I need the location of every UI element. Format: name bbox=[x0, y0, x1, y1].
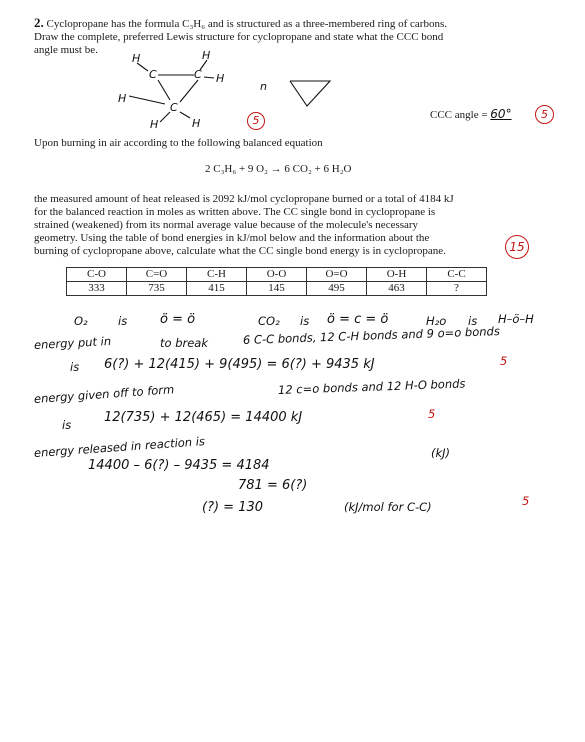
lewis-atom-h4: H bbox=[118, 92, 127, 105]
work-is-4: is bbox=[70, 360, 80, 374]
work-o2-structure: ö = ö bbox=[160, 312, 196, 327]
paragraph-line-2: for the balanced reaction in moles as written above. The CC single bond in cyclopropane is bbox=[34, 206, 436, 218]
work-h2o: H₂o bbox=[426, 314, 447, 328]
work-energy-put-in: energy put in bbox=[33, 333, 112, 352]
lewis-atom-c1: C bbox=[149, 68, 157, 81]
problem-paragraph bbox=[34, 193, 554, 258]
table-value-cell: 463 bbox=[367, 282, 427, 296]
question-number: 2. bbox=[34, 15, 44, 30]
question-intro: Cyclopropane has the formula C₃H₆ and is structured as a three-membered ring of carbons. bbox=[46, 18, 447, 30]
work-energy-in-expression: 6(?) + 12(415) + 9(495) = 6(?) + 9435 kJ bbox=[104, 357, 375, 372]
table-value-row bbox=[67, 282, 487, 296]
lewis-atom-c2: C bbox=[194, 68, 202, 81]
work-h2o-structure: H–ö–H bbox=[498, 312, 534, 326]
work-co2: CO₂ bbox=[258, 314, 280, 328]
lewis-atom-c3: C bbox=[170, 101, 178, 114]
work-is-5: is bbox=[62, 418, 72, 432]
table-header-cell: C=O bbox=[127, 268, 187, 282]
table-header-cell: C-O bbox=[67, 268, 127, 282]
angle-score: 5 bbox=[535, 105, 554, 124]
work-energy-out-expression: 12(735) + 12(465) = 14400 kJ bbox=[104, 410, 303, 425]
work-energy-given-off: energy given off to form bbox=[33, 382, 175, 406]
angle-row bbox=[430, 108, 512, 122]
work-kj-unit: (kJ) bbox=[431, 446, 451, 460]
balanced-equation: 2 C₃H₆ + 9 O₂ → 6 CO₂ + 6 H₂O bbox=[205, 163, 352, 175]
work-o2: O₂ bbox=[74, 314, 88, 328]
table-value-cell: 495 bbox=[307, 282, 367, 296]
lewis-atom-h2: H bbox=[202, 49, 211, 62]
table-header-row bbox=[67, 268, 487, 282]
lewis-atom-h6: H bbox=[192, 117, 201, 130]
angle-label: CCC angle = bbox=[430, 109, 488, 121]
lewis-score: 5 bbox=[247, 112, 265, 130]
lewis-atom-h3: H bbox=[216, 72, 225, 85]
work-solve-step: 781 = 6(?) bbox=[238, 478, 308, 493]
paragraph-score: 15 bbox=[505, 235, 529, 259]
table-value-cell: 735 bbox=[127, 282, 187, 296]
work-score-1: 5 bbox=[500, 354, 508, 368]
work-bonds-broken: 6 C-C bonds, 12 C-H bonds and 9 o=o bonds bbox=[242, 324, 501, 347]
or-text: n bbox=[260, 80, 267, 93]
paragraph-line-4: geometry. Using the table of bond energies in kJ/mol below and the information about the bbox=[34, 232, 430, 244]
work-score-3: 5 bbox=[522, 494, 530, 508]
bond-energy-table bbox=[66, 267, 487, 296]
question-line-3: angle must be. bbox=[34, 44, 98, 56]
work-energy-released: energy released in reaction is bbox=[33, 434, 206, 460]
work-to-break: to break bbox=[160, 336, 209, 350]
table-value-cell: 333 bbox=[67, 282, 127, 296]
table-header-cell: O-H bbox=[367, 268, 427, 282]
lewis-atom-h1: H bbox=[132, 52, 141, 65]
work-answer-unit: (kJ/mol for C-C) bbox=[344, 500, 432, 514]
table-value-cell: 145 bbox=[247, 282, 307, 296]
paragraph-line-5: burning of cyclopropane above, calculate what the CC single bond energy is in cyclopropane. bbox=[34, 245, 446, 257]
table-header-cell: O-O bbox=[247, 268, 307, 282]
burning-text: Upon burning in air according to the following balanced equation bbox=[34, 137, 323, 149]
paragraph-line-1: the measured amount of heat released is 2092 kJ/mol cyclopropane burned or a total of 4184 kJ bbox=[34, 193, 454, 205]
work-co2-structure: ö = c = ö bbox=[327, 312, 389, 327]
work-answer: (?) = 130 bbox=[202, 500, 264, 515]
work-score-2: 5 bbox=[428, 407, 436, 421]
lewis-atom-h5: H bbox=[150, 118, 159, 131]
work-is-1: is bbox=[118, 314, 128, 328]
table-header-cell: C-H bbox=[187, 268, 247, 282]
table-header-cell: C-C bbox=[427, 268, 487, 282]
work-bonds-formed: 12 c=o bonds and 12 H-O bonds bbox=[277, 376, 466, 397]
work-is-2: is bbox=[300, 314, 310, 328]
work-energy-balance: 14400 – 6(?) – 9435 = 4184 bbox=[88, 458, 270, 473]
table-header-cell: O=O bbox=[307, 268, 367, 282]
angle-value: 60° bbox=[490, 107, 512, 121]
question-line-2: Draw the complete, preferred Lewis structure for cyclopropane and state what the CCC bond bbox=[34, 31, 444, 43]
lewis-structure-drawing bbox=[100, 48, 360, 138]
paragraph-line-3: strained (weakened) from its normal average value because of the molecule's necessary bbox=[34, 219, 419, 231]
table-value-cell: 415 bbox=[187, 282, 247, 296]
work-is-3: is bbox=[468, 314, 478, 328]
table-value-cell: ? bbox=[427, 282, 487, 296]
